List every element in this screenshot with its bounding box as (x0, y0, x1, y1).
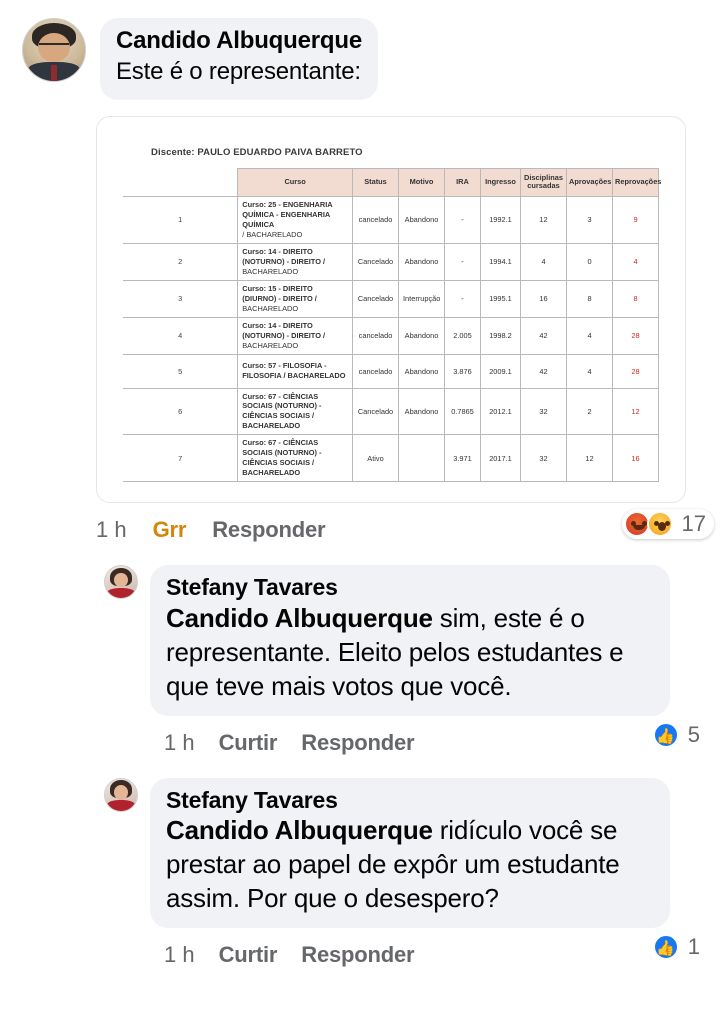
row-curso: Curso: 15 - DIREITO (DIURNO) - DIREITO / BACHARELADO (238, 280, 353, 317)
reply-comment (0, 543, 722, 755)
row-status: cancelado (353, 196, 399, 243)
row-reprovacoes: 4 (613, 243, 659, 280)
comment-text (166, 602, 654, 703)
row-aprovacoes: 4 (567, 317, 613, 354)
reply-button[interactable]: Responder (301, 941, 415, 967)
row-index: 7 (123, 435, 238, 482)
row-aprovacoes: 12 (567, 435, 613, 482)
wow-reaction-icon (647, 511, 673, 537)
timestamp: 1 h (164, 729, 195, 755)
row-reprovacoes: 16 (613, 435, 659, 482)
avatar[interactable] (22, 18, 86, 82)
row-curso: Curso: 25 - ENGENHARIA QUÍMICA - ENGENHARIA QUÍMICA / BACHARELADO (238, 196, 353, 243)
row-aprovacoes: 3 (567, 196, 613, 243)
row-disciplinas: 42 (521, 354, 567, 388)
row-ingresso: 1992.1 (481, 196, 521, 243)
table-header-disciplinas: Disciplinas cursadas (521, 168, 567, 196)
row-ingresso: 1995.1 (481, 280, 521, 317)
row-ira: 3.971 (445, 435, 481, 482)
row-ira: - (445, 280, 481, 317)
table-row (123, 435, 659, 482)
table-header-status: Status (353, 168, 399, 196)
table-body (123, 196, 659, 482)
reply-button[interactable]: Responder (301, 729, 415, 755)
table-row (123, 354, 659, 388)
comment-bubble (100, 18, 378, 100)
row-index: 3 (123, 280, 238, 317)
row-index: 4 (123, 317, 238, 354)
row-motivo: Abandono (399, 317, 445, 354)
react-grr-button[interactable]: Grr (152, 517, 187, 543)
table-row (123, 280, 659, 317)
row-aprovacoes: 0 (567, 243, 613, 280)
table-header-curso: Curso (238, 168, 353, 196)
row-status: Cancelado (353, 243, 399, 280)
comment-bubble (150, 565, 670, 715)
row-status: cancelado (353, 354, 399, 388)
comment-body: ridículo você se prestar ao papel de expôr um estudante assim. Por que o desespero? (166, 815, 620, 913)
row-status: Ativo (353, 435, 399, 482)
row-index: 1 (123, 196, 238, 243)
row-ingresso: 1998.2 (481, 317, 521, 354)
comment-body: sim, este é o representante. Eleito pelos estudantes e que teve mais votos que você. (166, 603, 624, 701)
comment-bubble (150, 778, 670, 928)
row-ingresso: 2012.1 (481, 388, 521, 435)
table-row (123, 243, 659, 280)
row-status: Cancelado (353, 388, 399, 435)
reaction-count: 5 (687, 721, 700, 747)
reaction-count: 17 (681, 511, 706, 537)
angry-reaction-icon (624, 511, 650, 537)
reply-button[interactable]: Responder (212, 517, 326, 543)
row-ira: - (445, 243, 481, 280)
academic-record-table (123, 168, 662, 483)
row-disciplinas: 16 (521, 280, 567, 317)
reaction-count: 1 (687, 933, 700, 959)
row-aprovacoes: 2 (567, 388, 613, 435)
row-reprovacoes: 9 (613, 196, 659, 243)
avatar[interactable] (104, 778, 138, 812)
attached-image-card[interactable] (96, 116, 686, 504)
row-disciplinas: 32 (521, 435, 567, 482)
comment-text (166, 814, 654, 915)
row-disciplinas: 12 (521, 196, 567, 243)
mention-link[interactable]: Candido Albuquerque (166, 815, 433, 846)
row-aprovacoes: 8 (567, 280, 613, 317)
row-ingresso: 1994.1 (481, 243, 521, 280)
table-header-ingresso: Ingresso (481, 168, 521, 196)
row-reprovacoes: 12 (613, 388, 659, 435)
like-reaction-icon: 👍 (653, 722, 679, 748)
row-curso: Curso: 67 - CIÊNCIAS SOCIAIS (NOTURNO) - CIÊNCIAS SOCIAIS / BACHARELADO (238, 388, 353, 435)
row-curso: Curso: 67 - CIÊNCIAS SOCIAIS (NOTURNO) - CIÊNCIAS SOCIAIS / BACHARELADO (238, 435, 353, 482)
table-header-index (123, 168, 238, 196)
timestamp: 1 h (96, 517, 127, 543)
table-row (123, 196, 659, 243)
table-row (123, 317, 659, 354)
reaction-summary[interactable] (653, 722, 700, 748)
table-header-aprovacoes: Aprovações (567, 168, 613, 196)
reaction-summary[interactable] (653, 934, 700, 960)
row-motivo: Abandono (399, 388, 445, 435)
row-ingresso: 2009.1 (481, 354, 521, 388)
comment-actions (96, 503, 722, 543)
like-button[interactable]: Curtir (218, 941, 278, 967)
like-button[interactable]: Curtir (218, 729, 278, 755)
like-reaction-icon: 👍 (653, 934, 679, 960)
comment-author[interactable]: Stefany Tavares (166, 786, 338, 813)
row-curso: Curso: 14 - DIREITO (NOTURNO) - DIREITO / BACHARELADO (238, 317, 353, 354)
comment-author[interactable]: Stefany Tavares (166, 574, 338, 601)
row-ingresso: 2017.1 (481, 435, 521, 482)
row-index: 5 (123, 354, 238, 388)
row-motivo: Abandono (399, 243, 445, 280)
discente-label: Discente: PAULO EDUARDO PAIVA BARRETO (151, 146, 363, 158)
row-reprovacoes: 28 (613, 317, 659, 354)
row-ira: 0.7865 (445, 388, 481, 435)
row-disciplinas: 4 (521, 243, 567, 280)
row-ira: 2.005 (445, 317, 481, 354)
mention-link[interactable]: Candido Albuquerque (166, 603, 433, 634)
table-header-reprovacoes: Reprovações (613, 168, 659, 196)
reaction-summary[interactable] (622, 509, 714, 539)
row-status: Cancelado (353, 280, 399, 317)
table-header-row (123, 168, 659, 196)
row-ira: 3.876 (445, 354, 481, 388)
table-header-ira: IRA (445, 168, 481, 196)
row-reprovacoes: 8 (613, 280, 659, 317)
row-motivo: Interrupção (399, 280, 445, 317)
row-motivo (399, 435, 445, 482)
comment-actions (164, 928, 708, 968)
row-reprovacoes: 28 (613, 354, 659, 388)
row-motivo: Abandono (399, 354, 445, 388)
row-index: 6 (123, 388, 238, 435)
row-disciplinas: 32 (521, 388, 567, 435)
row-curso: Curso: 57 - FILOSOFIA - FILOSOFIA / BACHARELADO (238, 354, 353, 388)
row-index: 2 (123, 243, 238, 280)
table-header-motivo: Motivo (399, 168, 445, 196)
top-comment (0, 0, 722, 100)
row-ira: - (445, 196, 481, 243)
row-status: cancelado (353, 317, 399, 354)
row-disciplinas: 42 (521, 317, 567, 354)
row-curso: Curso: 14 - DIREITO (NOTURNO) - DIREITO / BACHARELADO (238, 243, 353, 280)
reply-comment (0, 756, 722, 968)
table-row (123, 388, 659, 435)
timestamp: 1 h (164, 941, 195, 967)
comment-author[interactable]: Candido Albuquerque (116, 27, 362, 54)
avatar[interactable] (104, 565, 138, 599)
comment-text: Este é o representante: (116, 58, 361, 85)
comment-actions (164, 716, 708, 756)
row-motivo: Abandono (399, 196, 445, 243)
row-aprovacoes: 4 (567, 354, 613, 388)
